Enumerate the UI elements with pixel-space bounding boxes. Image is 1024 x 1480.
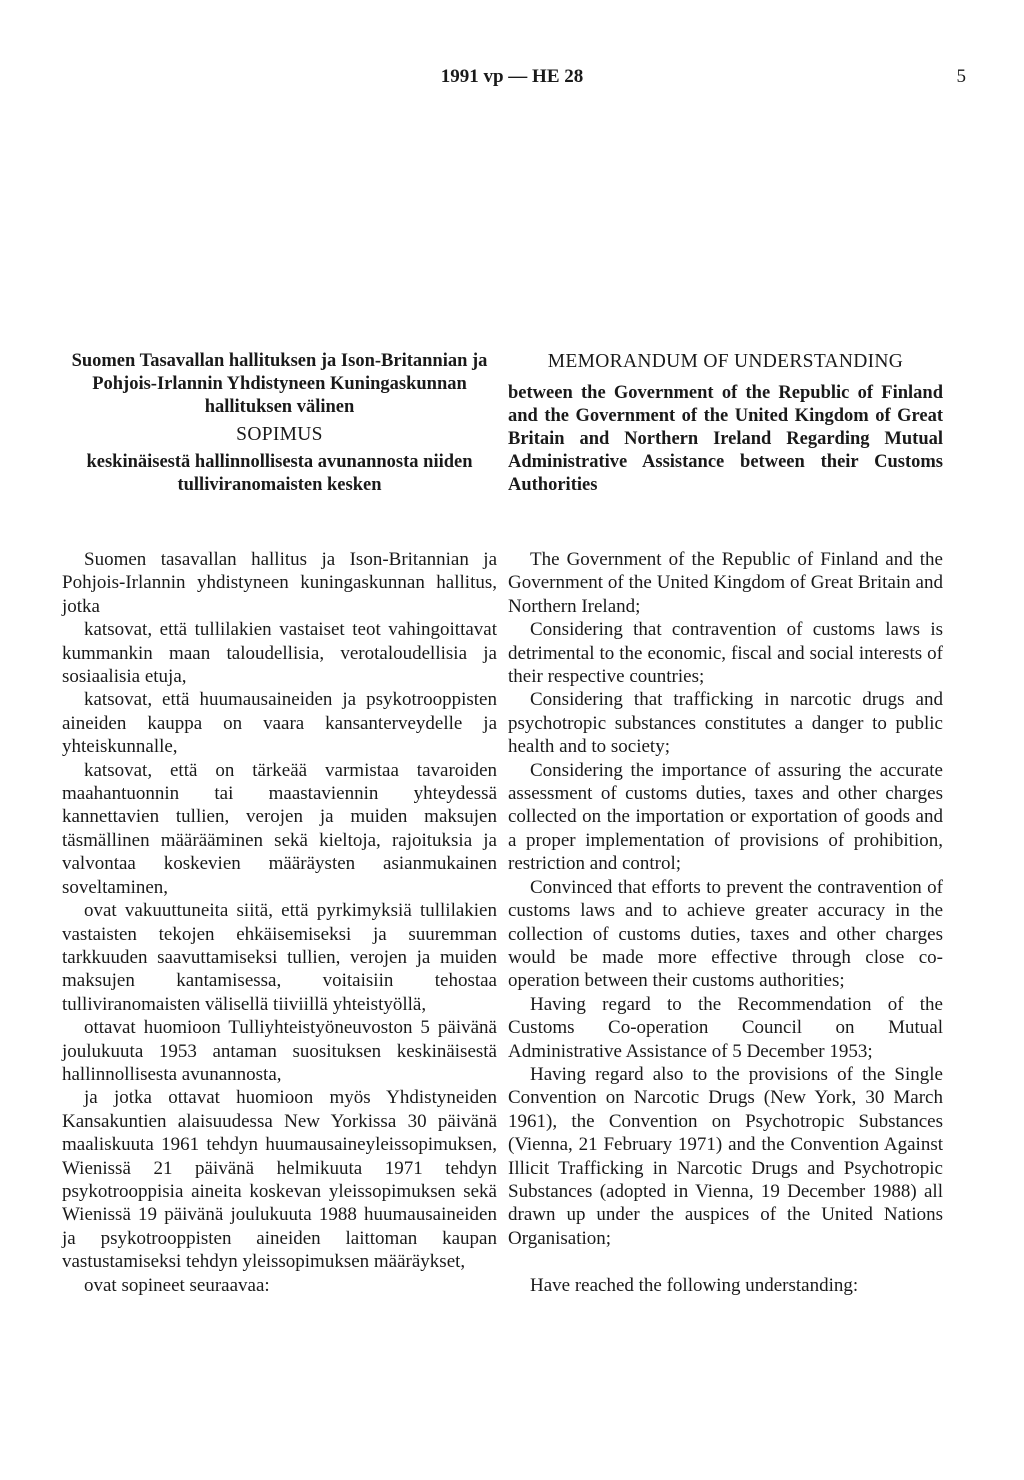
finnish-title-block [62, 350, 497, 497]
finnish-paragraph: Suomen tasavallan hallitus ja Ison-Britannian ja Pohjois-Irlannin yhdistyneen kuningaskunnan hallitus, jotka [62, 549, 497, 617]
english-paragraph: Considering that trafficking in narcotic drugs and psychotropic substances constitutes a danger to public health and to society; [508, 689, 943, 758]
finnish-closing: ovat sopineet seuraavaa: [84, 1274, 270, 1296]
english-paragraph: Convinced that efforts to prevent the contravention of customs laws and to achieve greater accuracy in the collection of customs duties, taxes and other charges would be made more effective through close co-operation between their customs authorities; [508, 876, 943, 992]
english-paragraph: Having regard also to the provisions of the Single Convention on Narcotic Drugs (New York, 30 March 1961), the Convention on Psychotropic Substances (Vienna, 21 February 1971) and the Convention Against Illicit Trafficking in Narcotic Drugs and Psychotropic Substances (adopted in Vienna, 19 December 1988) all drawn up under the auspices of the United Nations Organisation; [508, 1063, 943, 1249]
finnish-paragraph: katsovat, että on tärkeää varmistaa tavaroiden maahantuonnin tai maastaviennin yhteydessä kannettavien tullien, verojen ja muiden maksujen täsmällinen määrääminen sekä kieltoja, rajoituksia ja valvontaa koskevien määräysten asianmukainen soveltaminen, [62, 759, 497, 898]
english-closing: Have reached the following understanding: [530, 1275, 859, 1297]
page-number: 5 [956, 66, 966, 87]
english-paragraph: Having regard to the Recommendation of the Customs Co-operation Council on Mutual Administrative Assistance of 5 December 1953; [508, 993, 943, 1062]
finnish-paragraph: katsovat, että huumausaineiden ja psykotrooppisten aineiden kauppa on vaara kansanterveydelle ja yhteiskunnalle, [62, 689, 497, 758]
english-title-block [508, 350, 943, 497]
document-reference: 1991 vp — HE 28 [440, 66, 584, 87]
finnish-preamble [62, 548, 497, 1297]
finnish-paragraph: katsovat, että tullilakien vastaiset teot vahingoittavat kummankin maan taloudellisia, verotaloudellisia ja sosiaalisia etuja, [62, 619, 497, 688]
finnish-paragraph: ovat vakuuttuneita siitä, että pyrkimyksiä tullilakien vastaisten tekojen ehkäisemiseksi ja suuremman tarkkuuden saavuttamiseksi tullien, verojen ja muiden maksujen kantamisessa, voitaisiin tehostaa tulliviranomaisten välisellä tiiviillä yhteistyöllä, [62, 900, 497, 1015]
finnish-paragraph: ja jotka ottavat huomioon myös Yhdistyneiden Kansakuntien alaisuudessa New Yorkissa 30 päivänä maaliskuuta 1961 tehdyn huumausaineyleissopimuksen, Wienissä 21 päivänä helmikuuta 1971 tehdyn psykotrooppisia aineita koskevan yleissopimuksen sekä Wienissä 19 päivänä joulukuuta 1988 huumausaineiden ja psykotrooppisten aineiden laittoman kaupan vastustamiseksi tehdyn yleissopimuksen määräykset, [62, 1087, 497, 1273]
english-paragraph: Considering the importance of assuring the accurate assessment of customs duties, taxes and other charges collected on the importation or exportation of goods and a proper implementation of provisions of prohibition, restriction and control; [508, 759, 943, 875]
english-paragraph: The Government of the Republic of Finland and the Government of the United Kingdom of Great Britain and Northern Ireland; [508, 549, 943, 617]
english-title-heading: MEMORANDUM OF UNDERSTANDING [547, 351, 904, 372]
finnish-title-line: Suomen Tasavallan hallituksen ja Ison-Britannian ja Pohjois-Irlannin Yhdistyneen Kuningaskunnan hallituksen välinen [71, 351, 488, 417]
english-title-subtitle: between the Government of the Republic of Finland and the Government of the United Kingdom of Great Britain and Northern Ireland Regarding Mutual Administrative Assistance between their Customs Authorities [508, 383, 943, 495]
finnish-title-subject: keskinäisestä hallinnollisesta avunannosta niiden tulliviranomaisten kesken [86, 452, 473, 495]
running-header [0, 66, 1024, 94]
english-paragraph: Considering that contravention of customs laws is detrimental to the economic, fiscal and social interests of their respective countries; [508, 619, 943, 688]
finnish-paragraph: ottavat huomioon Tulliyhteistyöneuvoston 5 päivänä joulukuuta 1953 antaman suosituksen keskinäisestä hallinnollisesta avunannosta, [62, 1017, 497, 1085]
finnish-title-heading: SOPIMUS [236, 424, 323, 445]
english-preamble [508, 548, 943, 1317]
